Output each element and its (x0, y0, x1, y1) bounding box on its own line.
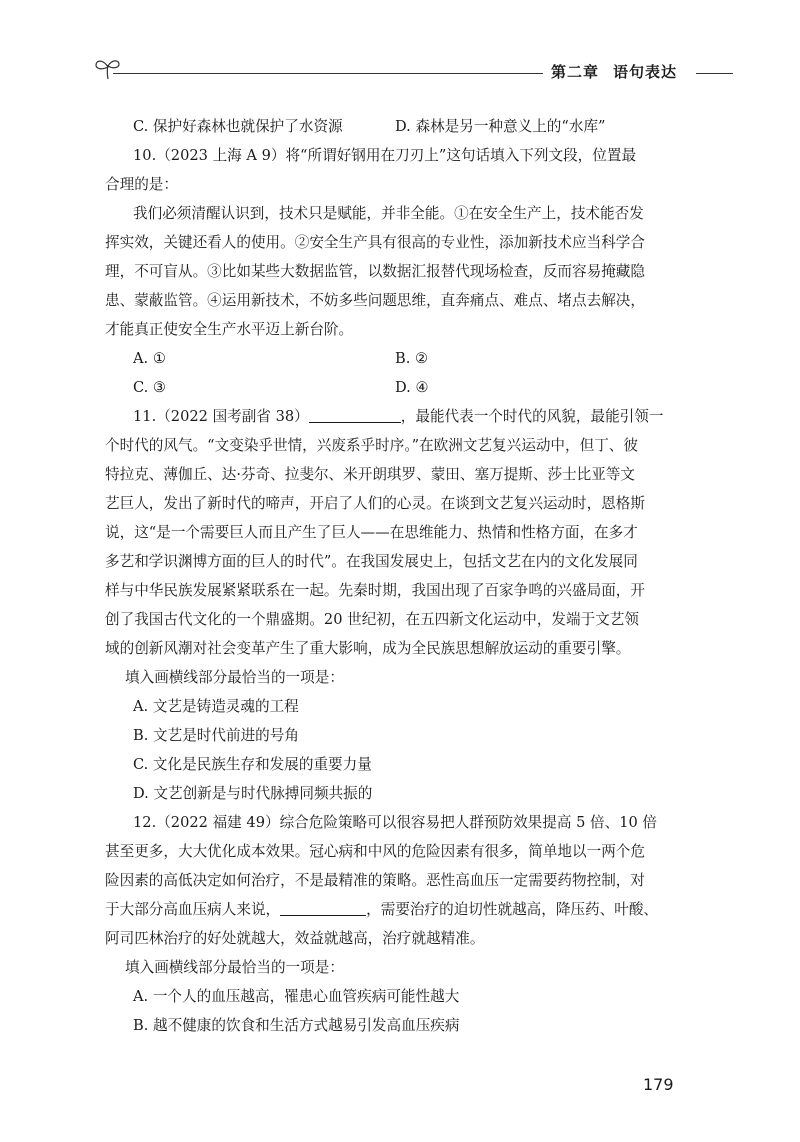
q10-option-d: D. ④ (395, 379, 429, 396)
q10-stem-line-2: 合理的是： (105, 176, 178, 193)
q11-passage-line: 特拉克、薄伽丘、达·芬奇、拉斐尔、米开朗琪罗、蒙田、塞万提斯、莎士比亚等文 (105, 466, 636, 483)
header-rule-right (696, 73, 733, 74)
q10-passage-line: 挥实效，关键还看人的使用。②安全生产具有很高的专业性，添加新技术应当科学合 (105, 234, 645, 251)
q9-option-c: C. 保护好森林也就保护了水资源 (133, 118, 343, 135)
q11-option-a: A. 文艺是铸造灵魂的工程 (133, 698, 299, 715)
q12-option-a: A. 一个人的血压越高，罹患心血管疾病可能性越大 (133, 988, 460, 1005)
q11-prompt: 填入画横线部分最恰当的一项是： (125, 669, 344, 686)
q11-passage-line: 说，这“是一个需要巨人而且产生了巨人——在思维能力、热情和性格方面，在多才 (105, 524, 638, 541)
q11-stem-suffix: ，最能代表一个时代的风貌，最能引领一 (400, 408, 664, 425)
header-rule-left (113, 73, 543, 74)
q11-option-b: B. 文艺是时代前进的号角 (133, 727, 299, 744)
q10-passage-line: 患、蒙蔽监管。④运用新技术，不妨多些问题思维，直奔痛点、难点、堵点去解决， (105, 292, 645, 309)
running-header (93, 55, 733, 85)
q9-option-d: D. 森林是另一种意义上的“水库” (395, 118, 606, 135)
q10-stem-line-1: 10.（2023 上海 A 9）将“所谓好钢用在刀刃上”这句话填入下列文段，位置最 (133, 147, 637, 164)
chapter-number: 第二章 (551, 63, 600, 81)
q12-prompt: 填入画横线部分最恰当的一项是： (125, 959, 344, 976)
q11-stem-prefix: 11.（2022 国考副省 38） (133, 408, 309, 425)
q11-answer-blank (309, 406, 401, 423)
q11-passage-line: 艺巨人，发出了新时代的啼声，开启了人们的心灵。在谈到文艺复兴运动时，恩格斯 (105, 495, 645, 512)
q11-passage-line: 创了我国古代文化的一个鼎盛期。20 世纪初，在五四新文化运动中，发端于文艺领 (105, 611, 639, 628)
q9-options-row (133, 112, 692, 141)
q12-answer-blank (280, 899, 366, 916)
q10-option-a: A. ① (133, 350, 166, 367)
q11-stem-line-1 (133, 402, 692, 431)
page-number: 179 (643, 1075, 674, 1094)
section-title: 语句表达 (613, 63, 678, 81)
q12-stem-line: 阿司匹林治疗的好处就越大，效益就越高，治疗就越精准。 (105, 930, 485, 947)
q10-options-row-1 (133, 344, 692, 373)
q12-line4-suffix: ，需要治疗的迫切性就越高，降压药、叶酸、 (366, 901, 659, 918)
q11-passage-line: 样与中华民族发展紧紧联系在一起。先秦时期，我国出现了百家争鸣的兴盛局面，开 (105, 582, 645, 599)
q10-option-c: C. ③ (133, 379, 167, 396)
q11-passage-line: 域的创新风潮对社会变革产生了重大影响，成为全民族思想解放运动的重要引擎。 (105, 640, 631, 657)
sprout-icon (93, 55, 123, 83)
q10-passage-line: 我们必须清醒认识到，技术只是赋能，并非全能。①在安全生产上，技术能否发 (133, 205, 644, 222)
q12-line4-prefix: 于大部分高血压病人来说， (105, 901, 281, 918)
q12-stem-line: 甚至更多，大大优化成本效果。冠心病和中风的危险因素有很多，简单地以一两个危 (105, 843, 645, 860)
q10-passage-line: 理，不可盲从。③比如某些大数据监管，以数据汇报替代现场检查，反而容易掩藏隐 (105, 263, 645, 280)
chapter-title (551, 61, 677, 82)
q11-passage-line: 多艺和学识渊博方面的巨人的时代”。在我国发展史上，包括文艺在内的文化发展同 (105, 553, 638, 570)
q12-stem-line: 12.（2022 福建 49）综合危险策略可以很容易把人群预防效果提高 5 倍、10 倍 (133, 814, 658, 831)
page-content (105, 112, 692, 1040)
q10-options-row-2 (133, 373, 692, 402)
q11-option-c: C. 文化是民族生存和发展的重要力量 (133, 756, 372, 773)
q12-stem-line: 险因素的高低决定如何治疗，不是最精准的策略。恶性高血压一定需要药物控制，对 (105, 872, 645, 889)
q10-passage-line: 才能真正使安全生产水平迈上新台阶。 (105, 321, 354, 338)
q11-option-d: D. 文艺创新是与时代脉搏同频共振的 (133, 785, 373, 802)
q12-option-b: B. 越不健康的饮食和生活方式越易引发高血压疾病 (133, 1017, 460, 1034)
q10-option-b: B. ② (395, 350, 429, 367)
q12-stem-line-4 (105, 895, 692, 924)
q11-passage-line: 个时代的风气。“文变染乎世情，兴废系乎时序。”在欧洲文艺复兴运动中，但丁、彼 (105, 437, 638, 454)
